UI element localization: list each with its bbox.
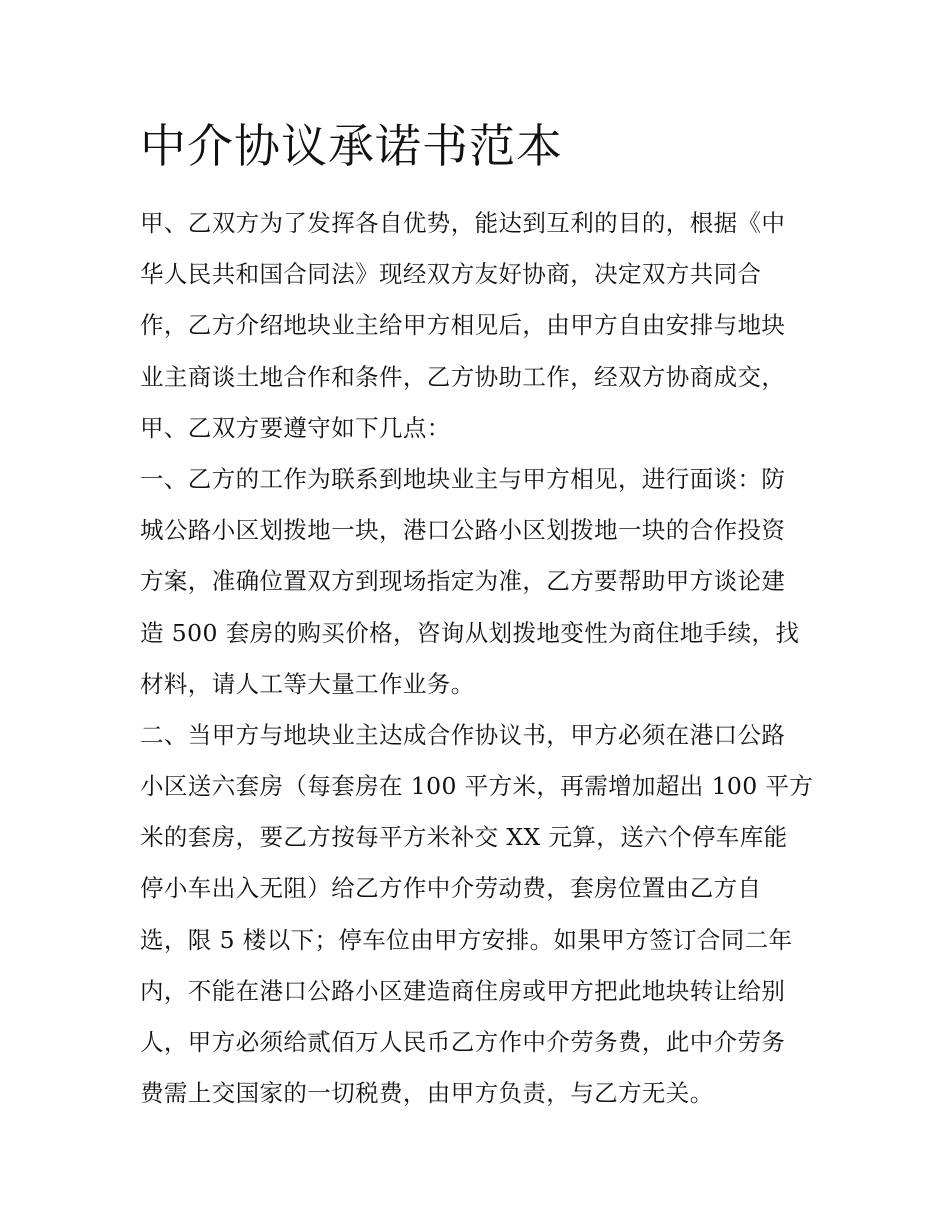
body-line: 造 500 套房的购买价格，咨询从划拨地变性为商住地手续，找 [140,618,800,647]
body-line: 材料，请人工等大量工作业务。 [140,669,475,698]
body-line: 小区送六套房（每套房在 100 平方米，再需增加超出 100 平方 [140,772,814,801]
body-line: 一、乙方的工作为联系到地块业主与甲方相见，进行面谈：防 [140,464,786,493]
body-line: 内，不能在港口公路小区建造商住房或甲方把此地块转让给别 [140,976,786,1005]
body-line: 米的套房，要乙方按每平方米补交 XX 元算，送六个停车库能 [140,823,788,852]
document-body [140,198,820,1119]
body-line: 城公路小区划拨地一块，港口公路小区划拨地一块的合作投资 [140,516,786,545]
body-line: 二、当甲方与地块业主达成合作协议书，甲方必须在港口公路 [140,720,786,749]
body-line: 甲、乙双方要遵守如下几点： [140,413,451,442]
body-line: 人，甲方必须给贰佰万人民币乙方作中介劳务费，此中介劳务 [140,1028,786,1056]
document-title: 中介协议承诺书范本 [140,119,563,173]
body-line: 华人民共和国合同法》现经双方友好协商，决定双方共同合 [140,260,762,289]
body-line: 甲、乙双方为了发挥各自优势，能达到互利的目的，根据《中 [140,209,786,237]
body-line: 作，乙方介绍地块业主给甲方相见后，由甲方自由安排与地块 [140,311,786,340]
body-line: 业主商谈土地合作和条件，乙方协助工作，经双方协商成交， [140,362,786,391]
body-line: 费需上交国家的一切税费，由甲方负责，与乙方无关。 [140,1079,714,1108]
body-line: 停小车出入无阻）给乙方作中介劳动费，套房位置由乙方自 [140,874,762,903]
body-line: 方案，准确位置双方到现场指定为准，乙方要帮助甲方谈论建 [140,567,786,596]
body-line: 选，限 5 楼以下；停车位由甲方安排。如果甲方签订合同二年 [140,925,793,954]
